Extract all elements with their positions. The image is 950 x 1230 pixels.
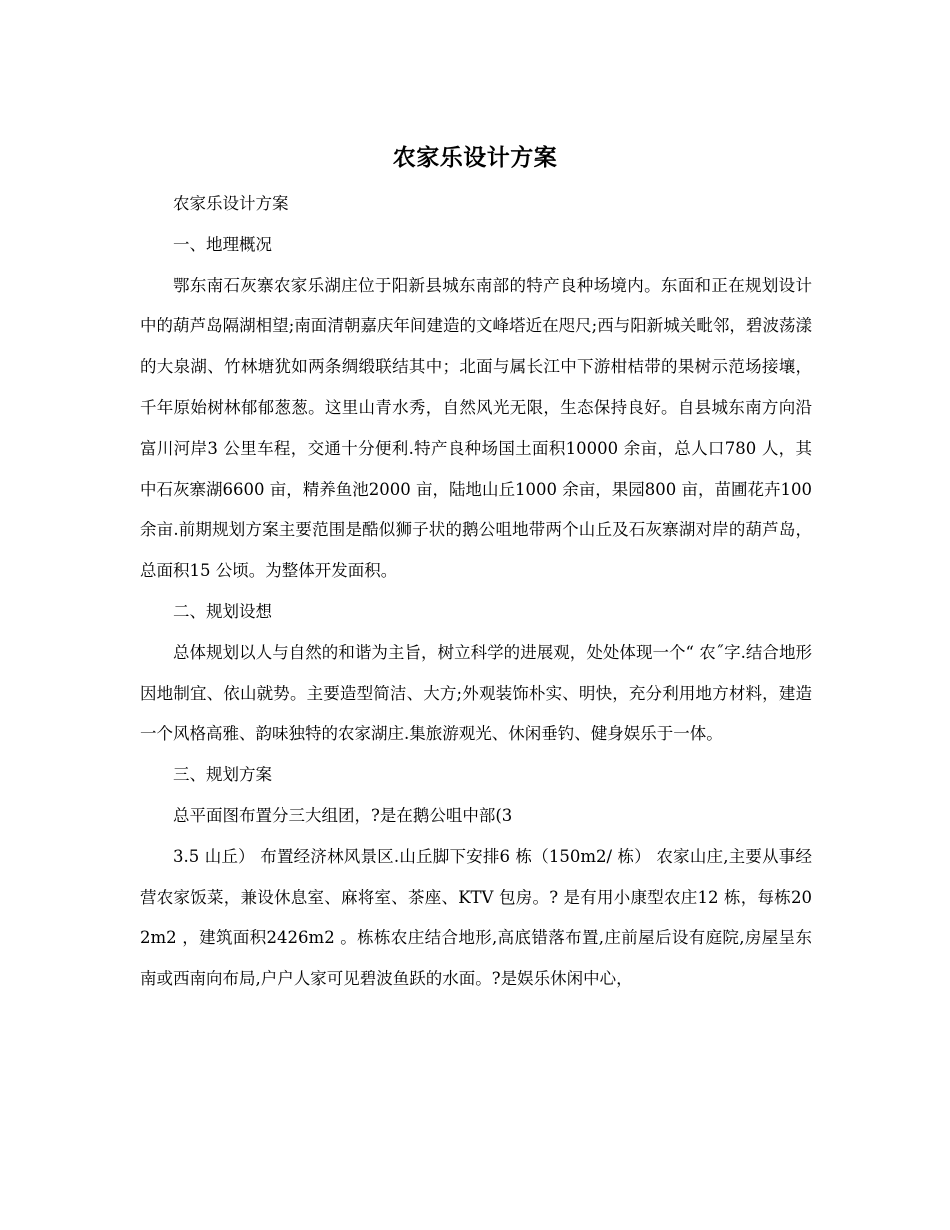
section-heading-geography: 一、地理概况 — [173, 234, 272, 254]
paragraph-site-layout: 总平面图布置分三大组团，?是在鹅公咀中部(3 — [173, 805, 513, 825]
section-heading-planning-concept: 二、规划设想 — [173, 601, 272, 621]
paragraph-geography: 鄂东南石灰寨农家乐湖庄位于阳新县城东南部的特产良种场境内。东面和正在规划设计中的葫芦岛隔湖相望;南面清朝嘉庆年间建造的文峰塔近在咫尺;西与阳新城关毗邻，碧波荡漾的大泉湖、竹林塘犹如两条绸缎联结其中；北面与属长江中下游柑桔带的果树示范场接壤，千年原始树林郁郁葱葱。这里山青水秀，自然风光无限，生态保持良好。自县城东南方向沿富川河岸3 公里车程，交通十分便利.特产良种场国土面积10000 余亩，总人口780 人，其中石灰寨湖6600 亩，精养鱼池2000 亩，陆地山丘1000 余亩，果园800 亩，苗圃花卉100 余亩.前期规划方案主要范围是酷似狮子状的鹅公咀地带两个山丘及石灰寨湖对岸的葫芦岛，总面积15 公顷。为整体开发面积。 — [140, 275, 812, 581]
document-body — [140, 184, 812, 1000]
section-heading-planning-scheme: 三、规划方案 — [173, 765, 272, 785]
paragraph-site-details: 3.5 山丘） 布置经济林风景区.山丘脚下安排6 栋（150m2/ 栋） 农家山庄,主要从事经营农家饭菜，兼设休息室、麻将室、茶座、KTV 包房。? 是有用小康型农庄12 栋，每栋202m2 ，建筑面积2426m2 。栋栋农庄结合地形,高底错落布置,庄前屋后设有庭院,房屋呈东南或西南向布局,户户人家可见碧波鱼跃的水面。?是娱乐休闲中心， — [140, 846, 812, 989]
paragraph-planning-concept: 总体规划以人与自然的和谐为主旨，树立科学的进展观，处处体现一个“ 农˝字.结合地形因地制宜、依山就势。主要造型简洁、大方;外观装饰朴实、明快，充分利用地方材料，建造一个风格高雅、韵味独特的农家湖庄.集旅游观光、休闲垂钓、健身娱乐于一体。 — [140, 642, 812, 744]
paragraph-subtitle: 农家乐设计方案 — [173, 194, 289, 213]
document-title: 农家乐设计方案 — [392, 144, 558, 171]
